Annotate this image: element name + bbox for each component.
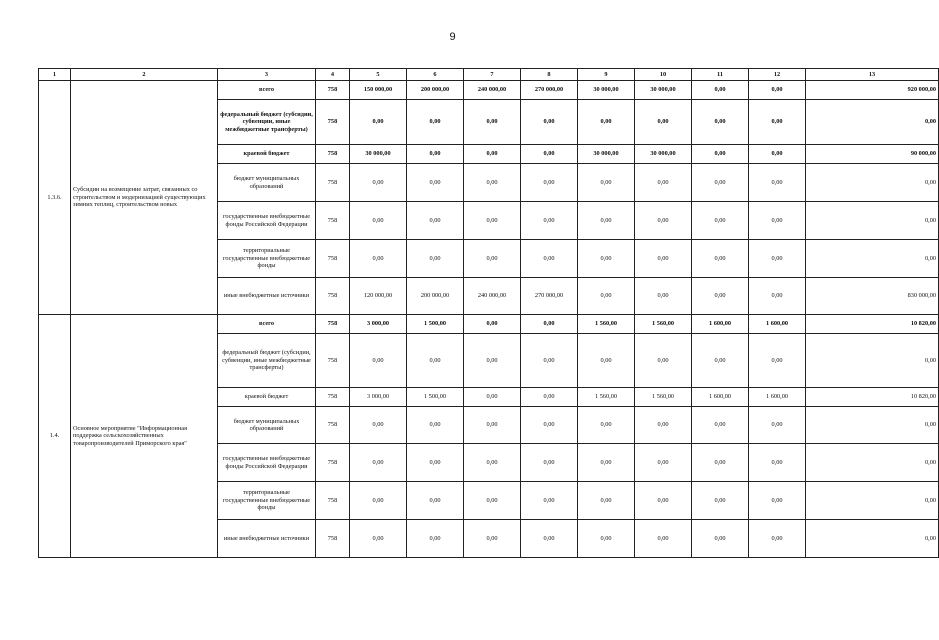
amount-cell: 0,00 bbox=[521, 145, 578, 164]
amount-cell: 0,00 bbox=[407, 520, 464, 558]
amount-cell: 120 000,00 bbox=[350, 278, 407, 315]
amount-cell: 10 820,00 bbox=[806, 388, 939, 407]
amount-cell: 0,00 bbox=[578, 444, 635, 482]
column-header: 6 bbox=[407, 69, 464, 81]
amount-cell: 0,00 bbox=[635, 444, 692, 482]
amount-cell: 0,00 bbox=[692, 100, 749, 145]
funding-source: краевой бюджет bbox=[218, 388, 316, 407]
budget-code: 758 bbox=[316, 315, 350, 334]
budget-table bbox=[38, 68, 939, 558]
column-header: 8 bbox=[521, 69, 578, 81]
amount-cell: 0,00 bbox=[692, 407, 749, 444]
amount-cell: 0,00 bbox=[464, 240, 521, 278]
column-header: 4 bbox=[316, 69, 350, 81]
amount-cell: 0,00 bbox=[806, 334, 939, 388]
budget-code: 758 bbox=[316, 164, 350, 202]
funding-source: государственные внебюджетные фонды Российской Федерации bbox=[218, 202, 316, 240]
amount-cell: 0,00 bbox=[749, 145, 806, 164]
amount-cell: 1 600,00 bbox=[692, 315, 749, 334]
amount-cell: 3 000,00 bbox=[350, 388, 407, 407]
amount-cell: 1 600,00 bbox=[749, 388, 806, 407]
amount-cell: 0,00 bbox=[578, 278, 635, 315]
amount-cell: 0,00 bbox=[578, 164, 635, 202]
amount-cell: 0,00 bbox=[692, 482, 749, 520]
amount-cell: 0,00 bbox=[521, 388, 578, 407]
budget-code: 758 bbox=[316, 407, 350, 444]
amount-cell: 0,00 bbox=[578, 407, 635, 444]
amount-cell: 1 560,00 bbox=[635, 315, 692, 334]
amount-cell: 0,00 bbox=[521, 444, 578, 482]
table-body bbox=[39, 69, 939, 558]
amount-cell: 0,00 bbox=[692, 334, 749, 388]
amount-cell: 0,00 bbox=[464, 315, 521, 334]
amount-cell: 0,00 bbox=[350, 240, 407, 278]
amount-cell: 0,00 bbox=[464, 444, 521, 482]
amount-cell: 0,00 bbox=[350, 202, 407, 240]
amount-cell: 0,00 bbox=[692, 278, 749, 315]
amount-cell: 0,00 bbox=[578, 482, 635, 520]
amount-cell: 270 000,00 bbox=[521, 278, 578, 315]
amount-cell: 0,00 bbox=[521, 315, 578, 334]
funding-source: иные внебюджетные источники bbox=[218, 520, 316, 558]
funding-source: бюджет муниципальных образований bbox=[218, 164, 316, 202]
funding-source: федеральный бюджет (субсидии, субвенции, иные межбюджетные трансферты) bbox=[218, 100, 316, 145]
amount-cell: 0,00 bbox=[521, 100, 578, 145]
amount-cell: 0,00 bbox=[350, 482, 407, 520]
amount-cell: 270 000,00 bbox=[521, 81, 578, 100]
amount-cell: 0,00 bbox=[749, 520, 806, 558]
column-header: 2 bbox=[71, 69, 218, 81]
amount-cell: 0,00 bbox=[350, 164, 407, 202]
table-row bbox=[39, 81, 939, 100]
column-header: 1 bbox=[39, 69, 71, 81]
amount-cell: 0,00 bbox=[749, 240, 806, 278]
amount-cell: 30 000,00 bbox=[578, 81, 635, 100]
amount-cell: 90 000,00 bbox=[806, 145, 939, 164]
amount-cell: 0,00 bbox=[692, 164, 749, 202]
funding-source: бюджет муниципальных образований bbox=[218, 407, 316, 444]
funding-source: краевой бюджет bbox=[218, 145, 316, 164]
amount-cell: 0,00 bbox=[578, 100, 635, 145]
amount-cell: 30 000,00 bbox=[635, 145, 692, 164]
amount-cell: 150 000,00 bbox=[350, 81, 407, 100]
amount-cell: 0,00 bbox=[692, 145, 749, 164]
amount-cell: 0,00 bbox=[464, 334, 521, 388]
amount-cell: 0,00 bbox=[635, 334, 692, 388]
amount-cell: 0,00 bbox=[578, 520, 635, 558]
amount-cell: 0,00 bbox=[749, 334, 806, 388]
budget-code: 758 bbox=[316, 81, 350, 100]
amount-cell: 0,00 bbox=[692, 444, 749, 482]
amount-cell: 0,00 bbox=[407, 145, 464, 164]
item-name: Субсидии на возмещение затрат, связанных со строительством и модернизацией существующих зимних теплиц, строительством новых bbox=[71, 81, 218, 315]
page-number: 9 bbox=[449, 31, 456, 43]
amount-cell: 0,00 bbox=[635, 482, 692, 520]
budget-code: 758 bbox=[316, 482, 350, 520]
amount-cell: 0,00 bbox=[464, 164, 521, 202]
column-header: 9 bbox=[578, 69, 635, 81]
funding-source: территориальные государственные внебюджетные фонды bbox=[218, 240, 316, 278]
header-row bbox=[39, 69, 939, 81]
amount-cell: 0,00 bbox=[749, 202, 806, 240]
amount-cell: 0,00 bbox=[407, 444, 464, 482]
funding-source: территориальные государственные внебюджетные фонды bbox=[218, 482, 316, 520]
amount-cell: 0,00 bbox=[350, 407, 407, 444]
amount-cell: 0,00 bbox=[407, 407, 464, 444]
amount-cell: 0,00 bbox=[464, 202, 521, 240]
item-name: Основное мероприятие "Информационная поддержка сельскохозяйственных товаропроизводителей Приморского края" bbox=[71, 315, 218, 558]
amount-cell: 1 560,00 bbox=[578, 315, 635, 334]
amount-cell: 1 600,00 bbox=[692, 388, 749, 407]
amount-cell: 0,00 bbox=[578, 334, 635, 388]
amount-cell: 0,00 bbox=[806, 520, 939, 558]
amount-cell: 0,00 bbox=[350, 334, 407, 388]
column-header: 10 bbox=[635, 69, 692, 81]
budget-code: 758 bbox=[316, 240, 350, 278]
amount-cell: 0,00 bbox=[806, 240, 939, 278]
amount-cell: 0,00 bbox=[350, 100, 407, 145]
column-header: 7 bbox=[464, 69, 521, 81]
budget-code: 758 bbox=[316, 520, 350, 558]
budget-code: 758 bbox=[316, 334, 350, 388]
amount-cell: 10 820,00 bbox=[806, 315, 939, 334]
amount-cell: 0,00 bbox=[635, 278, 692, 315]
item-code: 1.3.6. bbox=[39, 81, 71, 315]
amount-cell: 0,00 bbox=[806, 202, 939, 240]
amount-cell: 30 000,00 bbox=[350, 145, 407, 164]
amount-cell: 200 000,00 bbox=[407, 81, 464, 100]
amount-cell: 0,00 bbox=[635, 407, 692, 444]
amount-cell: 0,00 bbox=[806, 407, 939, 444]
amount-cell: 0,00 bbox=[749, 444, 806, 482]
amount-cell: 0,00 bbox=[464, 100, 521, 145]
amount-cell: 0,00 bbox=[464, 482, 521, 520]
amount-cell: 0,00 bbox=[749, 482, 806, 520]
amount-cell: 0,00 bbox=[464, 520, 521, 558]
amount-cell: 0,00 bbox=[578, 202, 635, 240]
budget-code: 758 bbox=[316, 278, 350, 315]
amount-cell: 920 000,00 bbox=[806, 81, 939, 100]
column-header: 12 bbox=[749, 69, 806, 81]
amount-cell: 0,00 bbox=[521, 334, 578, 388]
amount-cell: 200 000,00 bbox=[407, 278, 464, 315]
amount-cell: 0,00 bbox=[521, 240, 578, 278]
column-header: 3 bbox=[218, 69, 316, 81]
amount-cell: 1 560,00 bbox=[635, 388, 692, 407]
amount-cell: 3 000,00 bbox=[350, 315, 407, 334]
amount-cell: 0,00 bbox=[407, 334, 464, 388]
amount-cell: 240 000,00 bbox=[464, 278, 521, 315]
amount-cell: 30 000,00 bbox=[578, 145, 635, 164]
column-header: 13 bbox=[806, 69, 939, 81]
amount-cell: 0,00 bbox=[749, 164, 806, 202]
amount-cell: 0,00 bbox=[407, 100, 464, 145]
amount-cell: 0,00 bbox=[521, 482, 578, 520]
amount-cell: 1 500,00 bbox=[407, 315, 464, 334]
amount-cell: 0,00 bbox=[521, 520, 578, 558]
amount-cell: 240 000,00 bbox=[464, 81, 521, 100]
amount-cell: 30 000,00 bbox=[635, 81, 692, 100]
amount-cell: 0,00 bbox=[749, 407, 806, 444]
amount-cell: 0,00 bbox=[407, 240, 464, 278]
item-code: 1.4. bbox=[39, 315, 71, 558]
amount-cell: 0,00 bbox=[350, 520, 407, 558]
amount-cell: 0,00 bbox=[749, 100, 806, 145]
funding-source: федеральный бюджет (субсидии, субвенции, иные межбюджетные трансферты) bbox=[218, 334, 316, 388]
amount-cell: 0,00 bbox=[749, 81, 806, 100]
amount-cell: 0,00 bbox=[464, 388, 521, 407]
amount-cell: 0,00 bbox=[806, 444, 939, 482]
table-row bbox=[39, 315, 939, 334]
amount-cell: 0,00 bbox=[692, 520, 749, 558]
amount-cell: 0,00 bbox=[806, 164, 939, 202]
column-header: 5 bbox=[350, 69, 407, 81]
budget-code: 758 bbox=[316, 202, 350, 240]
amount-cell: 0,00 bbox=[635, 164, 692, 202]
amount-cell: 0,00 bbox=[350, 444, 407, 482]
budget-code: 758 bbox=[316, 145, 350, 164]
amount-cell: 0,00 bbox=[635, 202, 692, 240]
amount-cell: 0,00 bbox=[692, 240, 749, 278]
budget-code: 758 bbox=[316, 444, 350, 482]
column-header: 11 bbox=[692, 69, 749, 81]
amount-cell: 0,00 bbox=[464, 145, 521, 164]
amount-cell: 0,00 bbox=[692, 81, 749, 100]
amount-cell: 0,00 bbox=[806, 482, 939, 520]
funding-source: всего bbox=[218, 315, 316, 334]
amount-cell: 0,00 bbox=[521, 407, 578, 444]
amount-cell: 1 600,00 bbox=[749, 315, 806, 334]
amount-cell: 0,00 bbox=[521, 202, 578, 240]
amount-cell: 830 000,00 bbox=[806, 278, 939, 315]
amount-cell: 1 500,00 bbox=[407, 388, 464, 407]
amount-cell: 0,00 bbox=[407, 202, 464, 240]
funding-source: иные внебюджетные источники bbox=[218, 278, 316, 315]
funding-source: всего bbox=[218, 81, 316, 100]
amount-cell: 0,00 bbox=[407, 164, 464, 202]
amount-cell: 0,00 bbox=[749, 278, 806, 315]
amount-cell: 0,00 bbox=[635, 100, 692, 145]
budget-code: 758 bbox=[316, 100, 350, 145]
funding-source: государственные внебюджетные фонды Российской Федерации bbox=[218, 444, 316, 482]
amount-cell: 1 560,00 bbox=[578, 388, 635, 407]
amount-cell: 0,00 bbox=[578, 240, 635, 278]
amount-cell: 0,00 bbox=[635, 240, 692, 278]
amount-cell: 0,00 bbox=[407, 482, 464, 520]
amount-cell: 0,00 bbox=[692, 202, 749, 240]
budget-code: 758 bbox=[316, 388, 350, 407]
amount-cell: 0,00 bbox=[464, 407, 521, 444]
amount-cell: 0,00 bbox=[806, 100, 939, 145]
amount-cell: 0,00 bbox=[521, 164, 578, 202]
amount-cell: 0,00 bbox=[635, 520, 692, 558]
